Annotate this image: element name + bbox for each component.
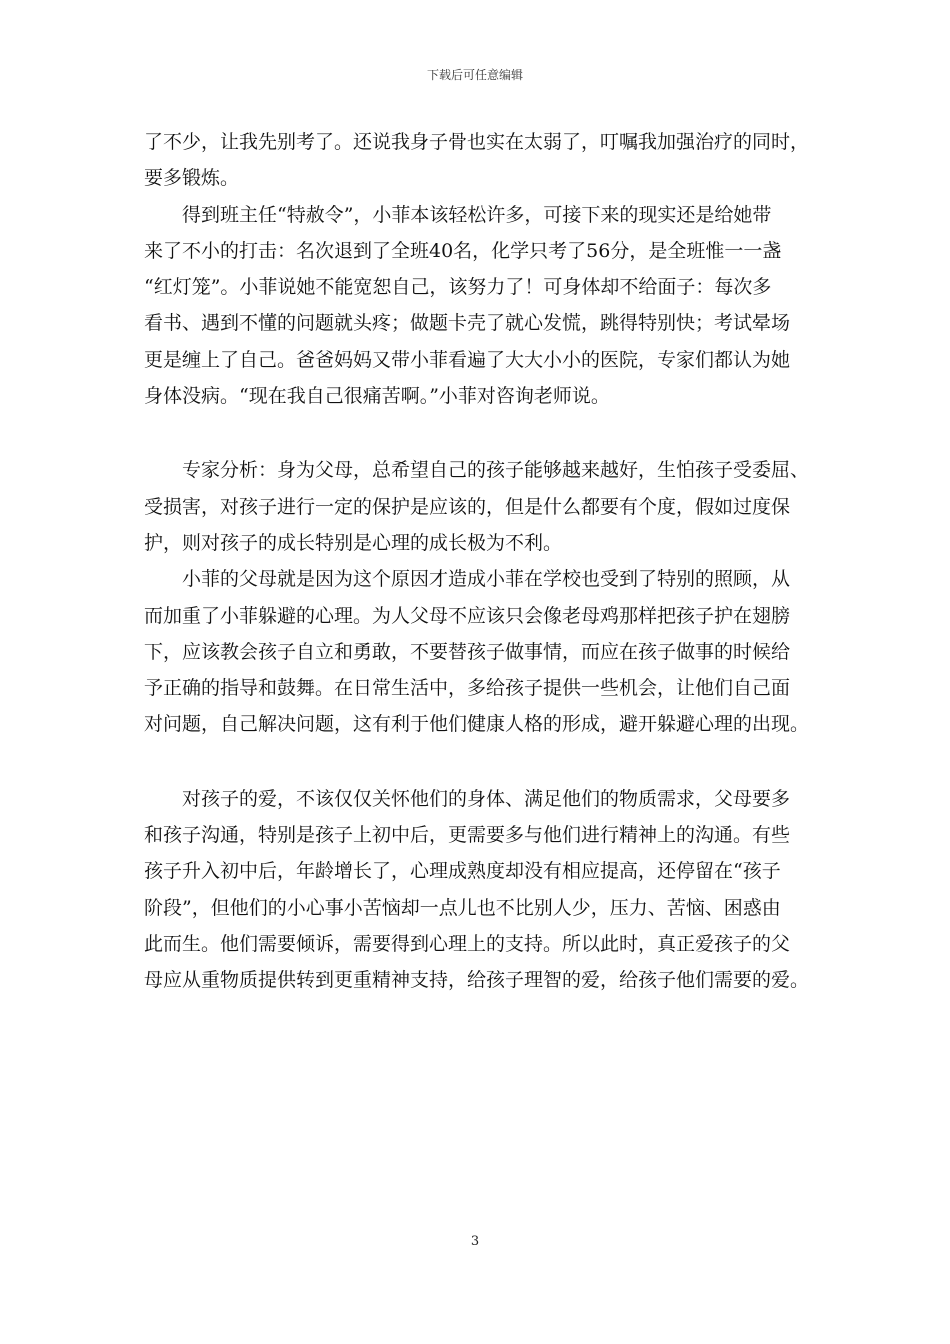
paragraph-spacer: [144, 414, 820, 452]
text-line: 要多锻炼。: [144, 167, 240, 190]
text-line: 专家分析：身为父母，总希望自己的孩子能够越来越好，生怕孩子受委屈、: [144, 459, 810, 482]
text-line: 更是缠上了自己。爸爸妈妈又带小菲看遍了大大小小的医院，专家们都认为她: [144, 348, 791, 371]
document-body: [144, 124, 820, 999]
text-line: 护，则对孩子的成长特别是心理的成长极为不利。: [144, 531, 563, 554]
text-line: 受损害，对孩子进行一定的保护是应该的，但是什么都要有个度，假如过度保: [144, 495, 791, 518]
text-line: 身体没病。“现在我自己很痛苦啊。”小菲对咨询老师说。: [144, 385, 610, 408]
text-line: 了不少，让我先别考了。还说我身子骨也实在太弱了，叮嘱我加强治疗的同时，: [144, 131, 810, 153]
text-line: 下，应该教会孩子自立和勇敢，不要替孩子做事情，而应在孩子做事的时候给: [144, 640, 791, 663]
paragraph-spacer: [144, 743, 820, 781]
paragraph-2: [144, 197, 820, 415]
paragraph-4: [144, 561, 820, 742]
text-line: 和孩子沟通，特别是孩子上初中后，更需要多与他们进行精神上的沟通。有些: [144, 824, 791, 847]
page-header: 下载后可任意编辑: [426, 68, 523, 82]
text-line: 予正确的指导和鼓舞。在日常生活中，多给孩子提供一些机会，让他们自己面: [144, 677, 791, 700]
text-line: “红灯笼”。小菲说她不能宽恕自己，该努力了！可身体却不给面子：每次多: [144, 276, 772, 299]
text-line: 来了不小的打击：名次退到了全班40名，化学只考了56分，是全班惟一一盏: [144, 239, 782, 262]
text-line: 而加重了小菲躲避的心理。为人父母不应该只会像老母鸡那样把孩子护在翅膀: [144, 604, 791, 627]
text-line: 对孩子的爱，不该仅仅关怀他们的身体、满足他们的物质需求，父母要多: [144, 787, 791, 810]
text-line: 得到班主任“特赦令”，小菲本该轻松许多，可接下来的现实还是给她带: [144, 203, 772, 226]
text-line: 对问题，自己解决问题，这有利于他们健康人格的形成，避开躲避心理的出现。: [144, 713, 810, 736]
text-line: 看书、遇到不懂的问题就头疼；做题卡壳了就心发慌，跳得特别快；考试晕场: [144, 312, 791, 335]
text-line: 母应从重物质提供转到更重精神支持，给孩子理智的爱，给孩子他们需要的爱。: [144, 969, 810, 992]
page-number: 3: [470, 1234, 480, 1249]
text-line: 小菲的父母就是因为这个原因才造成小菲在学校也受到了特别的照顾，从: [144, 568, 791, 591]
paragraph-1: [144, 124, 820, 197]
text-line: 阶段”，但他们的小心事小苦恼却一点儿也不比别人少，压力、苦恼、困惑由: [144, 896, 781, 919]
paragraph-3: [144, 452, 820, 561]
text-line: 孩子升入初中后，年龄增长了，心理成熟度却没有相应提高，还停留在“孩子: [144, 860, 781, 883]
text-line: 此而生。他们需要倾诉，需要得到心理上的支持。所以此时，真正爱孩子的父: [144, 932, 791, 955]
paragraph-5: [144, 781, 820, 999]
